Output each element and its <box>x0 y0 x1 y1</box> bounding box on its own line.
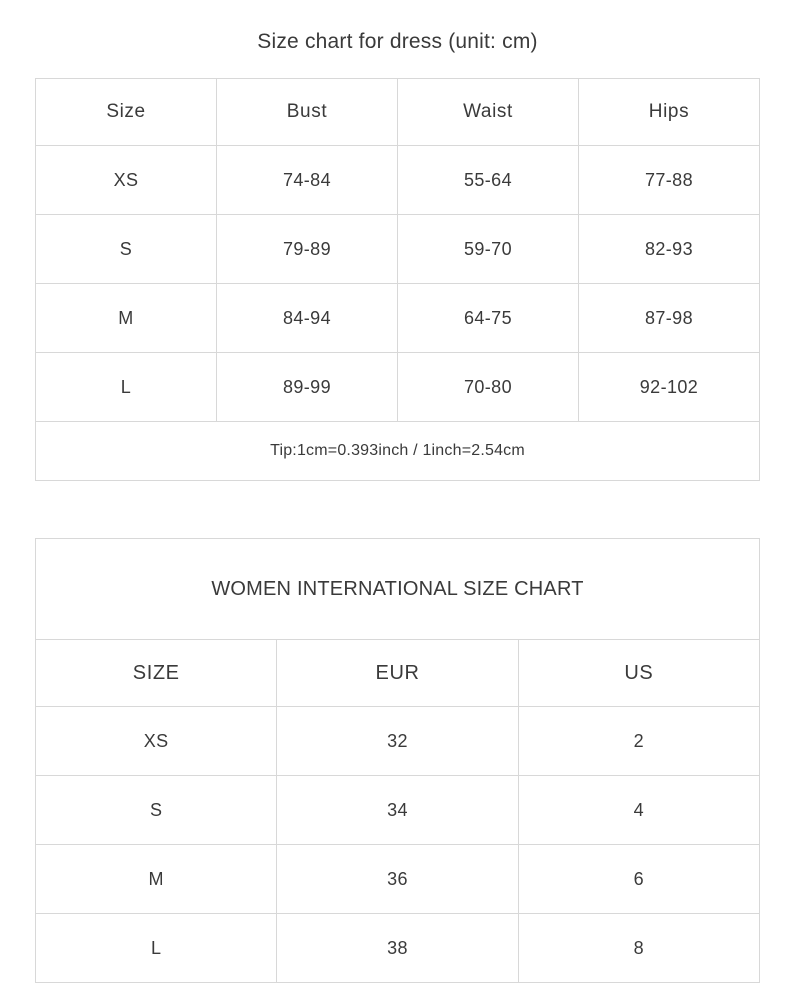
cell-size: L <box>36 914 277 983</box>
cell-size: S <box>36 215 217 284</box>
table-row <box>36 707 760 776</box>
table-title-row <box>36 6 760 79</box>
cell-eur: 34 <box>277 776 518 845</box>
table-row <box>36 146 760 215</box>
table-footnote-row <box>36 422 760 481</box>
table-row <box>36 776 760 845</box>
cell-bust: 74-84 <box>217 146 398 215</box>
cell-us: 6 <box>518 845 759 914</box>
column-header-waist: Waist <box>398 79 579 146</box>
column-header-hips: Hips <box>579 79 760 146</box>
table-header-row <box>36 640 760 707</box>
table-row <box>36 845 760 914</box>
column-header-bust: Bust <box>217 79 398 146</box>
international-size-chart <box>35 538 760 983</box>
cell-size: XS <box>36 146 217 215</box>
table-header-row <box>36 79 760 146</box>
cell-hips: 92-102 <box>579 353 760 422</box>
cell-hips: 87-98 <box>579 284 760 353</box>
table-row <box>36 353 760 422</box>
cell-hips: 82-93 <box>579 215 760 284</box>
cell-bust: 79-89 <box>217 215 398 284</box>
conversion-tip: Tip:1cm=0.393inch / 1inch=2.54cm <box>36 422 760 481</box>
cell-us: 8 <box>518 914 759 983</box>
cell-waist: 64-75 <box>398 284 579 353</box>
cell-eur: 32 <box>277 707 518 776</box>
cell-bust: 89-99 <box>217 353 398 422</box>
dress-size-chart <box>35 6 760 481</box>
column-header-size: Size <box>36 79 217 146</box>
column-header-size: SIZE <box>36 640 277 707</box>
dress-size-table <box>35 6 760 481</box>
cell-size: M <box>36 284 217 353</box>
column-header-us: US <box>518 640 759 707</box>
cell-bust: 84-94 <box>217 284 398 353</box>
cell-us: 4 <box>518 776 759 845</box>
cell-us: 2 <box>518 707 759 776</box>
cell-size: L <box>36 353 217 422</box>
cell-size: M <box>36 845 277 914</box>
cell-waist: 59-70 <box>398 215 579 284</box>
cell-waist: 70-80 <box>398 353 579 422</box>
international-size-table <box>35 538 760 983</box>
table-title-row <box>36 539 760 640</box>
cell-size: S <box>36 776 277 845</box>
table-row <box>36 914 760 983</box>
cell-eur: 36 <box>277 845 518 914</box>
cell-hips: 77-88 <box>579 146 760 215</box>
column-header-eur: EUR <box>277 640 518 707</box>
cell-size: XS <box>36 707 277 776</box>
table-row <box>36 215 760 284</box>
international-chart-title: WOMEN INTERNATIONAL SIZE CHART <box>36 539 760 640</box>
table-row <box>36 284 760 353</box>
cell-waist: 55-64 <box>398 146 579 215</box>
dress-chart-title: Size chart for dress (unit: cm) <box>36 6 760 79</box>
cell-eur: 38 <box>277 914 518 983</box>
